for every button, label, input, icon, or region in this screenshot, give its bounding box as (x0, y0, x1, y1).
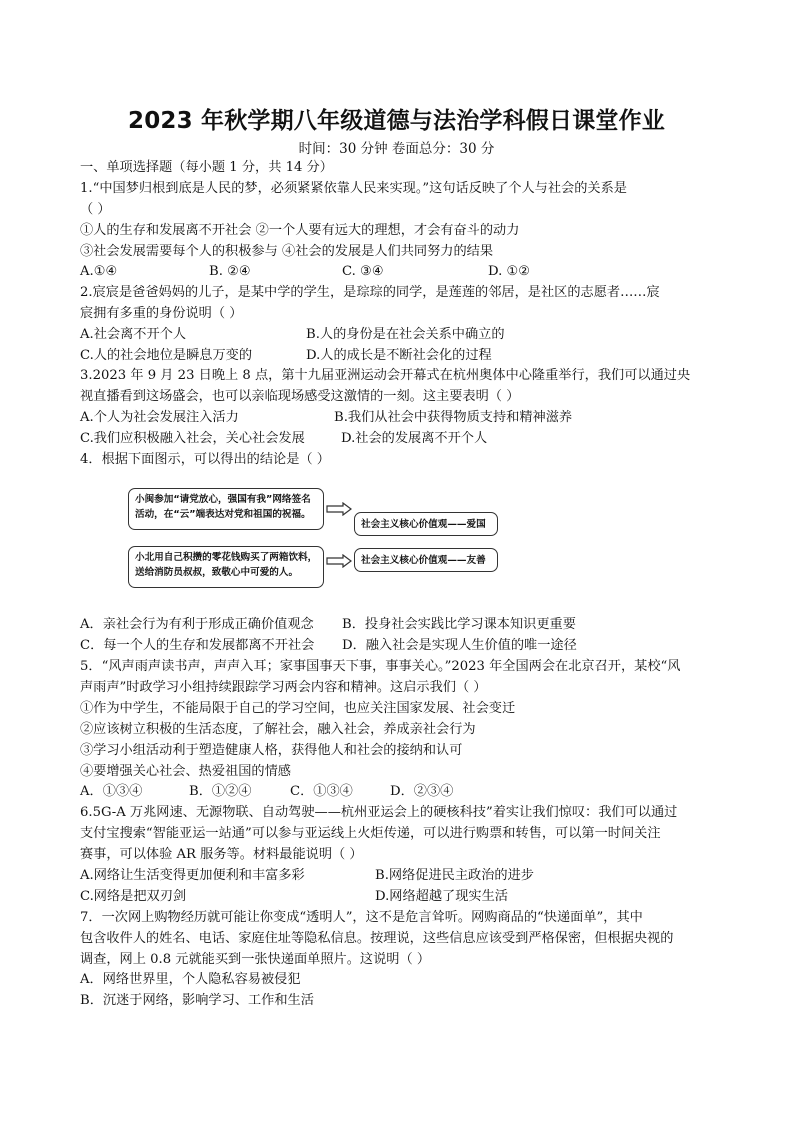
question-6-option-a: A.网络让生活变得更加便利和丰富多彩 (80, 868, 305, 883)
question-7-stem-cont-1: 包含收件人的姓名、电话、家庭住址等隐私信息。按理说，这些信息应该受到严格保密，但根据央视的 (80, 931, 674, 946)
diagram-case-1-box (128, 488, 324, 530)
question-1-option-c: C. ③④ (342, 264, 384, 279)
question-2-option-c: C.人的社会地位是瞬息万变的 (80, 348, 253, 363)
page-title: 2023 年秋学期八年级道德与法治学科假日课堂作业 (127, 108, 666, 134)
question-5-option-a: A．①③④ (80, 784, 143, 799)
question-2-option-a: A.社会离不开个人 (80, 327, 187, 342)
diagram-case-1-line-1: 小闽参加“请党放心，强国有我”网络签名 (135, 494, 311, 505)
question-4-option-c: C．每一个人的生存和发展都离不开社会 (80, 638, 315, 653)
diagram-case-1-line-2: 活动，在“云”端表达对党和祖国的祝福。 (135, 509, 311, 520)
question-3-stem-cont: 视直播看到这场盛会，也可以亲临现场感受这激情的一刻。这主要表明（ ） (80, 389, 520, 404)
question-6-option-d: D.网络超越了现实生活 (375, 889, 508, 904)
question-5-statement-1: ①作为中学生，不能局限于自己的学习空间，也应关注国家发展、社会变迁 (80, 701, 516, 716)
question-7-stem: 7．一次网上购物经历就可能让你变成“透明人”，这不是危言耸听。网购商品的“快递面单”，其中 (80, 910, 643, 925)
question-4-stem: 4．根据下面图示，可以得出的结论是（ ） (80, 452, 330, 467)
question-5-option-b: B．①②④ (189, 784, 252, 799)
question-1-statement-1: ①人的生存和发展离不开社会 ②一个人要有远大的理想，才会有奋斗的动力 (80, 223, 520, 238)
question-6-option-b: B.网络促进民主政治的进步 (375, 868, 534, 883)
diagram-case-2-line-1: 小北用自己积攒的零花钱购买了两箱饮料， (135, 552, 318, 563)
question-2-option-b: B.人的身份是在社会关系中确立的 (306, 327, 505, 342)
question-6-stem-cont-2: 赛事，可以体验 AR 服务等。材料最能说明（ ） (80, 847, 363, 862)
diagram-case-2-line-2: 送给消防员叔叔，致敬心中可爱的人。 (135, 567, 299, 578)
question-7-option-b: B．沉迷于网络，影响学习、工作和生活 (80, 993, 314, 1008)
question-1-statement-2: ③社会发展需要每个人的积极参与 ④社会的发展是人们共同努力的结果 (80, 244, 494, 259)
question-4-option-d: D．融入社会是实现人生价值的唯一途径 (342, 638, 577, 653)
question-5-option-c: C．①③④ (290, 784, 353, 799)
question-3-option-a: A.个人为社会发展注入活力 (80, 410, 239, 425)
question-3-stem: 3.2023 年 9 月 23 日晚上 8 点，第十九届亚洲运动会开幕式在杭州奥体中心隆重举行，我们可以通过央 (80, 368, 691, 383)
question-1-option-a: A.①④ (80, 264, 118, 279)
diagram-result-2-box: 社会主义核心价值观——友善 (354, 548, 498, 572)
question-5-statement-2: ②应该树立积极的生活态度，了解社会，融入社会，养成亲社会行为 (80, 722, 476, 737)
question-5-stem: 5．“风声雨声读书声，声声入耳；家事国事天下事，事事关心。”2023 年全国两会在北京召开，某校“风 (80, 659, 681, 674)
diagram-case-2-box (128, 546, 324, 588)
question-1-blank: （ ） (80, 202, 111, 217)
exam-time-score: 时间：30 分钟 卷面总分：30 分 (298, 141, 495, 157)
question-6-stem-cont-1: 支付宝搜索“智能亚运一站通”可以参与亚运线上火炬传递，可以进行购票和转售，可以第一时间关注 (80, 826, 661, 841)
question-4-option-b: B．投身社会实践比学习课本知识更重要 (342, 617, 576, 632)
question-5-option-d: D．②③④ (390, 784, 454, 799)
question-4-option-a: A．亲社会行为有利于形成正确价值观念 (80, 617, 314, 632)
question-7-option-a: A．网络世界里，个人隐私容易被侵犯 (80, 972, 301, 987)
question-2-stem-cont: 宸拥有多重的身份说明（ ） (80, 306, 243, 321)
question-5-stem-cont: 声雨声”时政学习小组持续跟踪学习两会内容和精神。这启示我们（ ） (80, 680, 487, 695)
question-6-option-c: C.网络是把双刃剑 (80, 889, 187, 904)
section-heading: 一、单项选择题（每小题 1 分，共 14 分） (80, 160, 333, 175)
question-1-option-b: B. ②④ (209, 264, 251, 279)
question-7-stem-cont-2: 调查，网上 0.8 元就能买到一张快递面单照片。这说明（ ） (80, 952, 431, 967)
question-1-option-d: D. ①② (488, 264, 531, 279)
diagram-result-1-box: 社会主义核心价值观——爱国 (354, 512, 498, 536)
question-2-option-d: D.人的成长是不断社会化的过程 (306, 348, 492, 363)
question-5-statement-3: ③学习小组活动利于塑造健康人格，获得他人和社会的接纳和认可 (80, 743, 463, 758)
question-5-statement-4: ④要增强关心社会、热爱祖国的情感 (80, 764, 291, 779)
diagram-arrow-1-icon (326, 502, 352, 516)
question-6-stem: 6.5G-A 万兆网速、无源物联、自动驾驶——杭州亚运会上的硬核科技”着实让我们惊叹：我们可以通过 (80, 805, 678, 820)
question-4-diagram (128, 488, 508, 588)
diagram-arrow-2-icon (326, 554, 352, 568)
question-3-option-c: C.我们应积极融入社会，关心社会发展 (80, 431, 305, 446)
question-2-stem: 2.宸宸是爸爸妈妈的儿子，是某中学的学生，是琮琮的同学，是莲莲的邻居，是社区的志愿者……宸 (80, 285, 660, 300)
question-3-option-d: D.社会的发展离不开个人 (341, 431, 488, 446)
question-3-option-b: B.我们从社会中获得物质支持和精神滋养 (334, 410, 573, 425)
question-1-stem: 1.“中国梦归根到底是人民的梦，必须紧紧依靠人民来实现。”这句话反映了个人与社会的关系是 (80, 181, 627, 196)
